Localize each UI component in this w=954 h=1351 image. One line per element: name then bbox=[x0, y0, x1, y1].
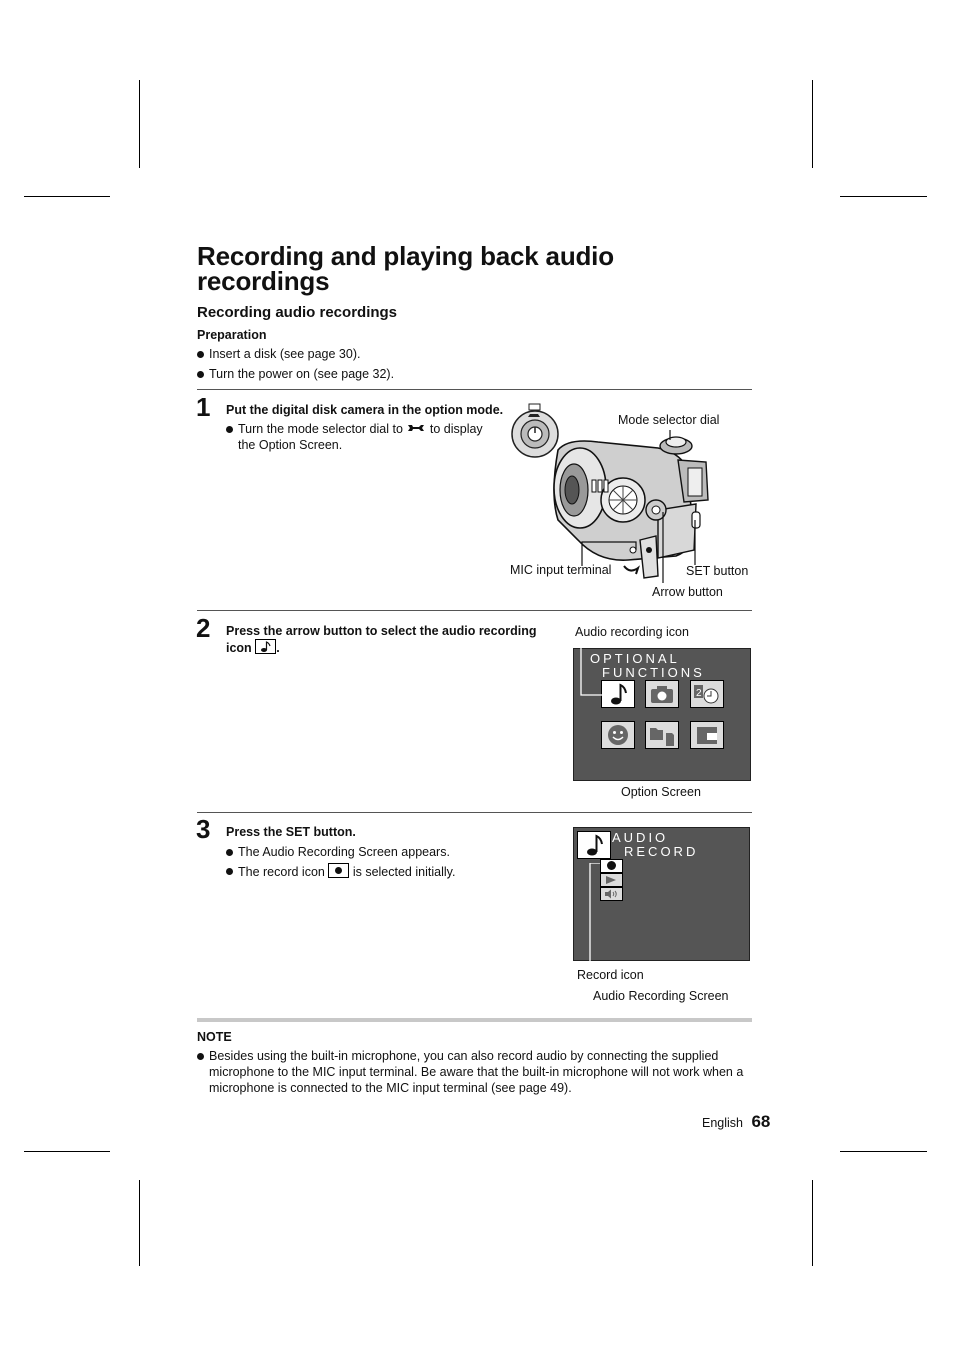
bullet-dot bbox=[197, 371, 204, 378]
mic-input-terminal-label: MIC input terminal bbox=[510, 563, 612, 577]
page-title: Recording and playing back audio recordings bbox=[197, 241, 614, 296]
audio-recording-icon-callout: Audio recording icon bbox=[575, 625, 689, 639]
step-number: 3 bbox=[196, 814, 211, 844]
step-title: Put the digital disk camera in the option mode. bbox=[226, 403, 504, 417]
timer-tile[interactable] bbox=[690, 680, 724, 708]
audio-mode-tile bbox=[577, 831, 611, 859]
camera-icon bbox=[646, 681, 678, 707]
divider bbox=[197, 389, 752, 390]
record-icon bbox=[328, 863, 349, 878]
set-button-label: SET button bbox=[686, 564, 749, 578]
step-title: Press the SET button. bbox=[226, 825, 356, 839]
screen-title-line1: OPTIONAL bbox=[590, 651, 680, 666]
folder-tile[interactable] bbox=[645, 721, 679, 749]
callout-line bbox=[582, 863, 612, 973]
audio-recording-screen bbox=[573, 827, 750, 961]
crop-mark bbox=[24, 1151, 110, 1152]
disk-tile[interactable] bbox=[690, 721, 724, 749]
clock-icon bbox=[691, 681, 723, 707]
step-bullet: Turn the mode selector dial to to display the Option Screen. bbox=[226, 421, 501, 453]
bullet-dot bbox=[226, 426, 233, 433]
mode-dial-inset bbox=[512, 404, 558, 457]
step-number: 1 bbox=[196, 392, 211, 422]
page-footer bbox=[702, 1112, 770, 1132]
step-number: 2 bbox=[196, 613, 211, 643]
screen-title-line1: AUDIO bbox=[612, 830, 669, 845]
camera-body bbox=[554, 437, 708, 578]
crop-mark bbox=[139, 1180, 140, 1266]
page-number: 68 bbox=[751, 1112, 771, 1131]
note-heading: NOTE bbox=[197, 1030, 232, 1044]
bullet-dot bbox=[226, 868, 233, 875]
music-note-icon bbox=[578, 832, 610, 858]
screen-title-line2: FUNCTIONS bbox=[602, 665, 705, 680]
bullet-dot bbox=[226, 849, 233, 856]
section-subtitle: Recording audio recordings bbox=[197, 304, 398, 321]
preparation-heading: Preparation bbox=[197, 328, 267, 342]
option-screen-caption: Option Screen bbox=[621, 785, 701, 799]
camera-tile[interactable] bbox=[645, 680, 679, 708]
folder-file-icon bbox=[646, 722, 678, 748]
step-bullet: The Audio Recording Screen appears. bbox=[226, 844, 546, 860]
preparation-item: Turn the power on (see page 32). bbox=[197, 366, 697, 382]
note-bullet: Besides using the built-in microphone, you can also record audio by connecting the supplied microphone to the MIC input terminal. Be aware that the built-in microphone will not work when a microphone is connected to the MIC input terminal (see page 49). bbox=[197, 1048, 752, 1096]
crop-mark bbox=[840, 1151, 927, 1152]
preparation-item: Insert a disk (see page 30). bbox=[197, 346, 697, 362]
audio-recording-screen-caption: Audio Recording Screen bbox=[593, 989, 729, 1003]
callout-line bbox=[572, 639, 612, 709]
mode-selector-dial-label: Mode selector dial bbox=[618, 413, 720, 427]
crop-mark bbox=[139, 80, 140, 168]
footer-language: English bbox=[702, 1116, 743, 1130]
smiley-icon bbox=[602, 722, 634, 748]
crop-mark bbox=[24, 196, 110, 197]
bullet-dot bbox=[197, 1053, 204, 1060]
svg-text:2: 2 bbox=[696, 688, 702, 699]
note-divider bbox=[197, 1018, 752, 1022]
option-screen bbox=[573, 648, 751, 781]
disk-icon bbox=[691, 722, 723, 748]
arrow-button-label: Arrow button bbox=[652, 585, 723, 599]
step-title: Press the arrow button to select the audio recording icon . bbox=[226, 624, 537, 655]
crop-mark bbox=[812, 1180, 813, 1266]
crop-mark bbox=[812, 80, 813, 168]
audio-recording-icon bbox=[255, 639, 276, 654]
record-icon-callout: Record icon bbox=[577, 968, 644, 982]
crop-mark bbox=[840, 196, 927, 197]
bullet-dot bbox=[197, 351, 204, 358]
divider bbox=[197, 610, 752, 611]
wrench-icon bbox=[406, 422, 426, 434]
step-bullet: The record icon is selected initially. bbox=[226, 863, 546, 880]
face-tile[interactable] bbox=[601, 721, 635, 749]
divider bbox=[197, 812, 752, 813]
screen-title-line2: RECORD bbox=[624, 844, 699, 859]
